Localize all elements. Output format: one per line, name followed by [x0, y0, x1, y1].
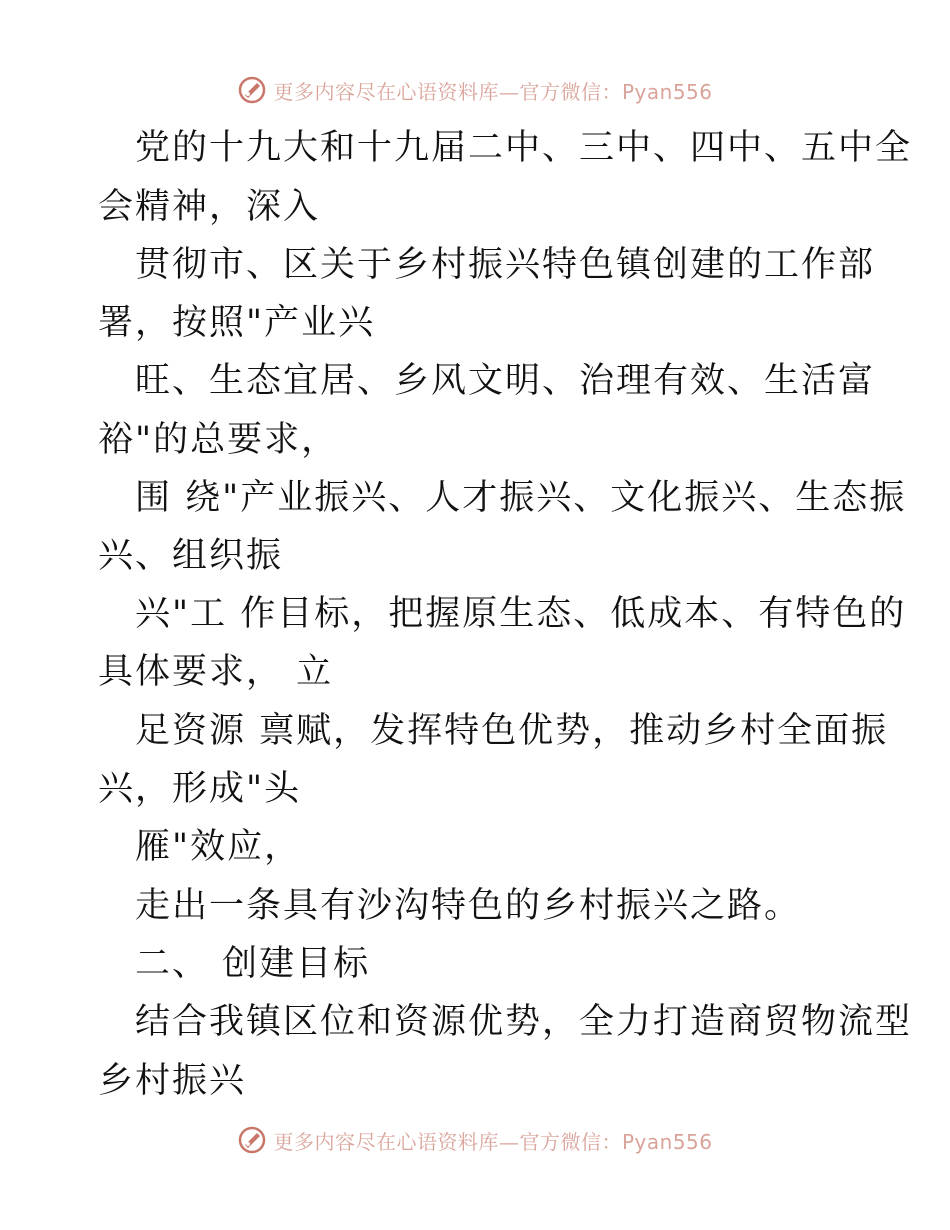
- body-line: 兴，形成"头: [98, 769, 302, 809]
- body-line: 走出一条具有沙沟特色的乡村振兴之路。: [135, 886, 802, 926]
- body-line: 结合我镇区位和资源优势，全力打造商贸物流型: [135, 1002, 913, 1042]
- footer-watermark-cn: 更多内容尽在心语资料库—官方微信：: [273, 1129, 622, 1154]
- body-line: 乡村振兴: [98, 1061, 247, 1101]
- body-line: 兴、组织振: [98, 536, 284, 576]
- body-line: 具体要求， 立: [98, 652, 334, 692]
- section-heading: 二、 创建目标: [135, 944, 371, 984]
- body-line: 裕"的总要求，: [98, 420, 339, 460]
- footer-watermark-wechat-id: Pyan556: [621, 1129, 713, 1154]
- body-line: 兴"工 作目标，把握原生态、低成本、有特色的: [135, 594, 907, 634]
- body-line: 贯彻市、区关于乡村振兴特色镇创建的工作部: [135, 245, 876, 285]
- footer-watermark-text: [273, 1126, 712, 1155]
- body-line: 会精神，深入: [98, 187, 321, 227]
- body-line: 围 绕"产业振兴、人才振兴、文化振兴、生态振: [135, 478, 907, 518]
- body-line: 党的十九大和十九届二中、三中、四中、五中全: [135, 128, 913, 168]
- body-line: 雁"效应，: [135, 827, 302, 867]
- header-watermark-cn: 更多内容尽在心语资料库—官方微信：: [273, 79, 622, 104]
- footer-watermark: [0, 1120, 950, 1160]
- body-line: 署，按照"产业兴: [98, 303, 376, 343]
- body-line: 足资源 禀赋，发挥特色优势，推动乡村全面振: [135, 711, 889, 751]
- body-line: 旺、生态宜居、乡风文明、治理有效、生活富: [135, 361, 876, 401]
- logo-icon: [237, 1125, 267, 1155]
- header-watermark-wechat-id: Pyan556: [621, 79, 713, 104]
